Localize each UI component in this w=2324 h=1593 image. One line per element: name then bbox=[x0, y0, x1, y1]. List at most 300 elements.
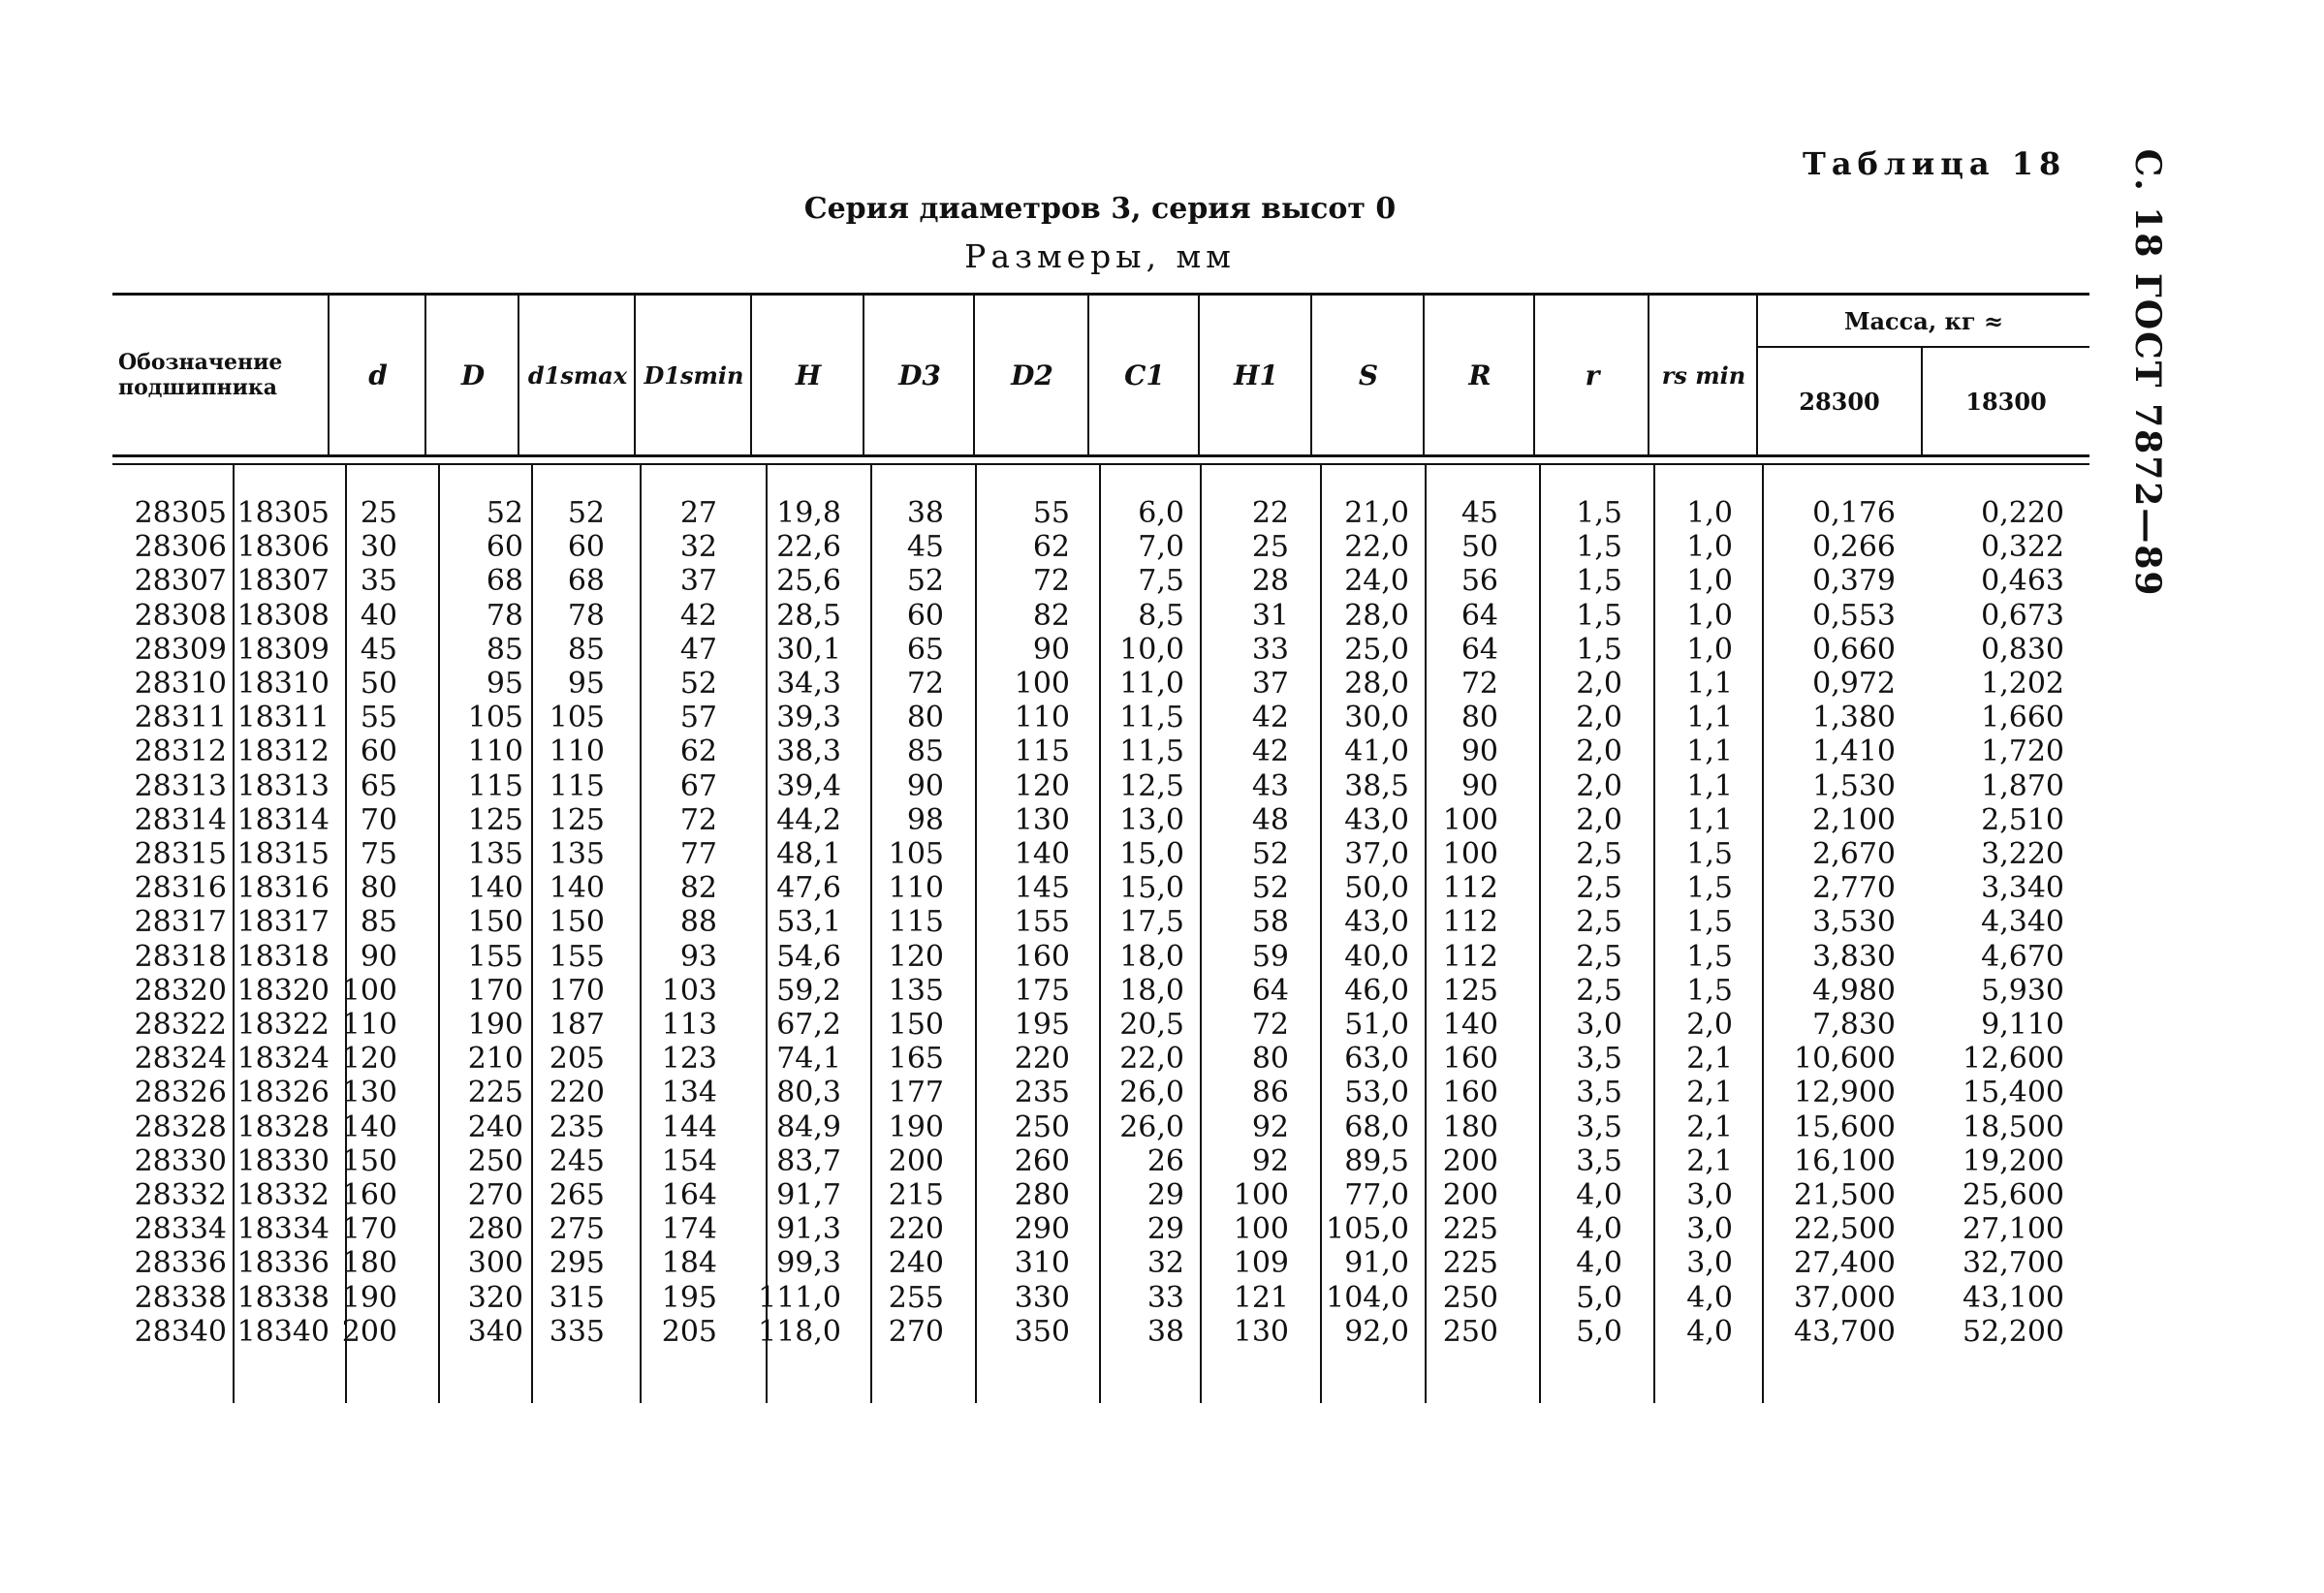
cell-S: 24,0 bbox=[1344, 564, 1409, 599]
cell-R: 72 bbox=[1460, 667, 1498, 701]
cell-H1: 37 bbox=[1251, 667, 1289, 701]
cell-r: 1,5 bbox=[1576, 564, 1622, 599]
cell-r: 2,5 bbox=[1576, 939, 1622, 974]
cell-D: 150 bbox=[467, 905, 523, 940]
header-divider bbox=[750, 296, 752, 454]
cell-S: 50,0 bbox=[1344, 871, 1409, 906]
cell-rsmin: 1,5 bbox=[1686, 871, 1733, 906]
cell-mass-18300: 2,510 bbox=[1981, 802, 2064, 837]
cell-D3: 115 bbox=[888, 905, 944, 940]
cell-designation-28300: 28313 bbox=[134, 768, 227, 803]
header-mass: Масса, кг ≈ bbox=[1843, 306, 2004, 335]
table-row bbox=[0, 564, 2132, 598]
cell-D1smin: 195 bbox=[661, 1280, 717, 1315]
cell-H1: 25 bbox=[1251, 530, 1289, 565]
cell-designation-28300: 28309 bbox=[134, 632, 227, 667]
cell-designation-18300: 18316 bbox=[236, 871, 330, 906]
cell-C1: 22,0 bbox=[1119, 1042, 1184, 1077]
header-D1smin: D1smin bbox=[644, 360, 744, 390]
cell-R: 250 bbox=[1442, 1280, 1498, 1315]
table-row bbox=[0, 871, 2132, 905]
cell-D1smin: 164 bbox=[661, 1178, 717, 1212]
cell-designation-28300: 28315 bbox=[134, 837, 227, 871]
cell-D2: 140 bbox=[1014, 837, 1070, 871]
header-S: S bbox=[1358, 359, 1379, 391]
cell-d1smax: 135 bbox=[549, 837, 605, 871]
cell-S: 68,0 bbox=[1344, 1109, 1409, 1144]
cell-D2: 55 bbox=[1032, 496, 1070, 530]
cell-C1: 7,0 bbox=[1138, 530, 1184, 565]
cell-D1smin: 93 bbox=[679, 939, 717, 974]
cell-C1: 29 bbox=[1146, 1178, 1184, 1212]
cell-D3: 135 bbox=[888, 973, 944, 1008]
cell-mass-18300: 0,830 bbox=[1981, 632, 2064, 667]
cell-r: 4,0 bbox=[1576, 1178, 1622, 1212]
cell-mass-28300: 2,770 bbox=[1812, 871, 1896, 906]
cell-D1smin: 174 bbox=[661, 1212, 717, 1247]
cell-rsmin: 2,0 bbox=[1686, 1008, 1733, 1042]
cell-C1: 32 bbox=[1146, 1246, 1184, 1281]
header-d1smax: d1smax bbox=[527, 360, 628, 390]
cell-d1smax: 170 bbox=[549, 973, 605, 1008]
cell-C1: 33 bbox=[1146, 1280, 1184, 1315]
table-row bbox=[0, 667, 2132, 701]
cell-H: 47,6 bbox=[776, 871, 841, 906]
cell-rsmin: 4,0 bbox=[1686, 1280, 1733, 1315]
cell-mass-18300: 19,200 bbox=[1963, 1143, 2064, 1178]
cell-S: 89,5 bbox=[1344, 1143, 1409, 1178]
cell-d: 55 bbox=[360, 701, 397, 735]
cell-H1: 33 bbox=[1251, 632, 1289, 667]
cell-designation-18300: 18340 bbox=[236, 1314, 330, 1349]
cell-H: 30,1 bbox=[776, 632, 841, 667]
cell-d: 60 bbox=[360, 734, 397, 769]
cell-mass-18300: 27,100 bbox=[1963, 1212, 2064, 1247]
cell-H1: 80 bbox=[1251, 1042, 1289, 1077]
header-H: H bbox=[795, 359, 822, 391]
cell-S: 92,0 bbox=[1344, 1314, 1409, 1349]
cell-D2: 235 bbox=[1014, 1076, 1070, 1110]
cell-d: 110 bbox=[341, 1008, 397, 1042]
cell-designation-28300: 28324 bbox=[134, 1042, 227, 1077]
cell-D3: 85 bbox=[906, 734, 944, 769]
cell-D: 270 bbox=[467, 1178, 523, 1212]
table-row bbox=[0, 1315, 2132, 1349]
cell-R: 64 bbox=[1460, 632, 1498, 667]
cell-D3: 98 bbox=[906, 802, 944, 837]
cell-designation-28300: 28322 bbox=[134, 1008, 227, 1042]
cell-D3: 72 bbox=[906, 667, 944, 701]
header-divider bbox=[518, 296, 519, 454]
cell-d: 80 bbox=[360, 871, 397, 906]
cell-rsmin: 1,1 bbox=[1686, 701, 1733, 735]
cell-designation-18300: 18314 bbox=[236, 802, 330, 837]
cell-d1smax: 95 bbox=[567, 667, 605, 701]
cell-d1smax: 140 bbox=[549, 871, 605, 906]
cell-H1: 100 bbox=[1233, 1178, 1289, 1212]
cell-designation-18300: 18317 bbox=[236, 905, 330, 940]
cell-R: 80 bbox=[1460, 701, 1498, 735]
cell-S: 53,0 bbox=[1344, 1076, 1409, 1110]
cell-mass-18300: 0,322 bbox=[1981, 530, 2064, 565]
table-row bbox=[0, 633, 2132, 667]
cell-H: 39,3 bbox=[776, 701, 841, 735]
cell-d1smax: 115 bbox=[549, 768, 605, 803]
cell-S: 40,0 bbox=[1344, 939, 1409, 974]
cell-D: 105 bbox=[467, 701, 523, 735]
cell-d1smax: 68 bbox=[567, 564, 605, 599]
cell-D1smin: 47 bbox=[679, 632, 717, 667]
cell-mass-28300: 1,380 bbox=[1812, 701, 1896, 735]
cell-d1smax: 155 bbox=[549, 939, 605, 974]
cell-designation-28300: 28307 bbox=[134, 564, 227, 599]
cell-d: 25 bbox=[360, 496, 397, 530]
table-row bbox=[0, 1076, 2132, 1109]
cell-H: 59,2 bbox=[776, 973, 841, 1008]
cell-H1: 48 bbox=[1251, 802, 1289, 837]
cell-mass-18300: 1,720 bbox=[1981, 734, 2064, 769]
cell-S: 25,0 bbox=[1344, 632, 1409, 667]
cell-H: 28,5 bbox=[776, 598, 841, 633]
cell-D3: 240 bbox=[888, 1246, 944, 1281]
cell-D3: 110 bbox=[888, 871, 944, 906]
table-row bbox=[0, 599, 2132, 633]
cell-mass-18300: 32,700 bbox=[1963, 1246, 2064, 1281]
cell-r: 3,5 bbox=[1576, 1143, 1622, 1178]
cell-S: 51,0 bbox=[1344, 1008, 1409, 1042]
cell-C1: 7,5 bbox=[1138, 564, 1184, 599]
cell-mass-18300: 0,220 bbox=[1981, 496, 2064, 530]
cell-d1smax: 110 bbox=[549, 734, 605, 769]
table-row bbox=[0, 701, 2132, 734]
cell-designation-18300: 18305 bbox=[236, 496, 330, 530]
cell-S: 22,0 bbox=[1344, 530, 1409, 565]
cell-d: 90 bbox=[360, 939, 397, 974]
header-mass-28300: 28300 bbox=[1799, 387, 1880, 416]
cell-R: 225 bbox=[1442, 1246, 1498, 1281]
cell-designation-28300: 28311 bbox=[134, 701, 227, 735]
cell-mass-18300: 43,100 bbox=[1963, 1280, 2064, 1315]
cell-mass-28300: 0,379 bbox=[1812, 564, 1896, 599]
cell-D: 85 bbox=[486, 632, 523, 667]
table-row bbox=[0, 1110, 2132, 1144]
cell-D1smin: 184 bbox=[661, 1246, 717, 1281]
cell-D3: 52 bbox=[906, 564, 944, 599]
cell-r: 1,5 bbox=[1576, 632, 1622, 667]
cell-D: 140 bbox=[467, 871, 523, 906]
cell-H1: 121 bbox=[1233, 1280, 1289, 1315]
table-row bbox=[0, 803, 2132, 837]
cell-mass-28300: 4,980 bbox=[1812, 973, 1896, 1008]
cell-D1smin: 123 bbox=[661, 1042, 717, 1077]
cell-d1smax: 150 bbox=[549, 905, 605, 940]
cell-designation-18300: 18310 bbox=[236, 667, 330, 701]
cell-D: 60 bbox=[486, 530, 523, 565]
cell-D: 68 bbox=[486, 564, 523, 599]
cell-D3: 80 bbox=[906, 701, 944, 735]
cell-C1: 15,0 bbox=[1119, 837, 1184, 871]
cell-C1: 26 bbox=[1146, 1143, 1184, 1178]
cell-d1smax: 205 bbox=[549, 1042, 605, 1077]
header-divider bbox=[1756, 296, 1758, 454]
cell-mass-28300: 16,100 bbox=[1794, 1143, 1896, 1178]
cell-D: 190 bbox=[467, 1008, 523, 1042]
cell-d: 35 bbox=[360, 564, 397, 599]
cell-D: 300 bbox=[467, 1246, 523, 1281]
cell-D2: 330 bbox=[1014, 1280, 1070, 1315]
cell-D1smin: 57 bbox=[679, 701, 717, 735]
cell-R: 160 bbox=[1442, 1076, 1498, 1110]
table-row bbox=[0, 1246, 2132, 1280]
cell-D2: 115 bbox=[1014, 734, 1070, 769]
cell-R: 100 bbox=[1442, 802, 1498, 837]
cell-mass-28300: 15,600 bbox=[1794, 1109, 1896, 1144]
cell-d: 30 bbox=[360, 530, 397, 565]
cell-d1smax: 220 bbox=[549, 1076, 605, 1110]
cell-H1: 92 bbox=[1251, 1109, 1289, 1144]
cell-d1smax: 125 bbox=[549, 802, 605, 837]
cell-D1smin: 37 bbox=[679, 564, 717, 599]
cell-mass-28300: 2,100 bbox=[1812, 802, 1896, 837]
cell-d: 75 bbox=[360, 837, 397, 871]
cell-designation-28300: 28332 bbox=[134, 1178, 227, 1212]
cell-rsmin: 2,1 bbox=[1686, 1076, 1733, 1110]
cell-D3: 220 bbox=[888, 1212, 944, 1247]
cell-rsmin: 1,0 bbox=[1686, 598, 1733, 633]
header-D: D bbox=[460, 359, 486, 391]
cell-d1smax: 52 bbox=[567, 496, 605, 530]
cell-d: 200 bbox=[341, 1314, 397, 1349]
cell-C1: 26,0 bbox=[1119, 1109, 1184, 1144]
cell-d1smax: 245 bbox=[549, 1143, 605, 1178]
cell-S: 37,0 bbox=[1344, 837, 1409, 871]
cell-rsmin: 3,0 bbox=[1686, 1212, 1733, 1247]
cell-rsmin: 1,0 bbox=[1686, 496, 1733, 530]
header-C1: C1 bbox=[1124, 359, 1165, 391]
cell-r: 3,5 bbox=[1576, 1042, 1622, 1077]
cell-C1: 38 bbox=[1146, 1314, 1184, 1349]
cell-D3: 90 bbox=[906, 768, 944, 803]
cell-rsmin: 3,0 bbox=[1686, 1246, 1733, 1281]
header-d: d bbox=[368, 359, 388, 391]
cell-H: 91,3 bbox=[776, 1212, 841, 1247]
cell-r: 4,0 bbox=[1576, 1212, 1622, 1247]
cell-designation-18300: 18330 bbox=[236, 1143, 330, 1178]
cell-H: 91,7 bbox=[776, 1178, 841, 1212]
cell-designation-28300: 28328 bbox=[134, 1109, 227, 1144]
cell-r: 2,0 bbox=[1576, 802, 1622, 837]
header-divider bbox=[863, 296, 864, 454]
cell-designation-28300: 28314 bbox=[134, 802, 227, 837]
cell-designation-28300: 28330 bbox=[134, 1143, 227, 1178]
cell-mass-18300: 4,670 bbox=[1981, 939, 2064, 974]
cell-designation-18300: 18315 bbox=[236, 837, 330, 871]
cell-rsmin: 3,0 bbox=[1686, 1178, 1733, 1212]
cell-rsmin: 1,1 bbox=[1686, 734, 1733, 769]
cell-D2: 120 bbox=[1014, 768, 1070, 803]
series-title: Серия диаметров 3, серия высот 0 bbox=[803, 192, 1397, 226]
cell-mass-28300: 0,972 bbox=[1812, 667, 1896, 701]
cell-designation-28300: 28317 bbox=[134, 905, 227, 940]
cell-D2: 280 bbox=[1014, 1178, 1070, 1212]
cell-S: 46,0 bbox=[1344, 973, 1409, 1008]
cell-R: 200 bbox=[1442, 1178, 1498, 1212]
cell-designation-18300: 18324 bbox=[236, 1042, 330, 1077]
cell-designation-18300: 18338 bbox=[236, 1280, 330, 1315]
cell-designation-28300: 28338 bbox=[134, 1280, 227, 1315]
header-D2: D2 bbox=[1011, 359, 1053, 391]
cell-mass-28300: 43,700 bbox=[1794, 1314, 1896, 1349]
cell-mass-18300: 15,400 bbox=[1963, 1076, 2064, 1110]
cell-designation-18300: 18306 bbox=[236, 530, 330, 565]
cell-mass-18300: 25,600 bbox=[1963, 1178, 2064, 1212]
table-row bbox=[0, 1178, 2132, 1212]
cell-designation-28300: 28334 bbox=[134, 1212, 227, 1247]
cell-d: 180 bbox=[341, 1246, 397, 1281]
cell-C1: 10,0 bbox=[1119, 632, 1184, 667]
cell-designation-18300: 18336 bbox=[236, 1246, 330, 1281]
cell-D1smin: 82 bbox=[679, 871, 717, 906]
table-label: Таблица 18 bbox=[1803, 145, 2067, 182]
cell-mass-28300: 27,400 bbox=[1794, 1246, 1896, 1281]
cell-H: 74,1 bbox=[776, 1042, 841, 1077]
cell-D: 225 bbox=[467, 1076, 523, 1110]
cell-D: 52 bbox=[486, 496, 523, 530]
cell-H: 67,2 bbox=[776, 1008, 841, 1042]
cell-mass-28300: 12,900 bbox=[1794, 1076, 1896, 1110]
cell-designation-28300: 28306 bbox=[134, 530, 227, 565]
cell-designation-28300: 28326 bbox=[134, 1076, 227, 1110]
cell-H: 80,3 bbox=[776, 1076, 841, 1110]
cell-S: 43,0 bbox=[1344, 802, 1409, 837]
cell-H: 44,2 bbox=[776, 802, 841, 837]
cell-H1: 64 bbox=[1251, 973, 1289, 1008]
cell-D2: 175 bbox=[1014, 973, 1070, 1008]
cell-D: 340 bbox=[467, 1314, 523, 1349]
cell-D1smin: 62 bbox=[679, 734, 717, 769]
cell-mass-18300: 9,110 bbox=[1981, 1008, 2064, 1042]
cell-C1: 18,0 bbox=[1119, 973, 1184, 1008]
cell-designation-18300: 18320 bbox=[236, 973, 330, 1008]
cell-C1: 20,5 bbox=[1119, 1008, 1184, 1042]
cell-S: 77,0 bbox=[1344, 1178, 1409, 1212]
cell-d1smax: 85 bbox=[567, 632, 605, 667]
cell-designation-28300: 28320 bbox=[134, 973, 227, 1008]
cell-D: 155 bbox=[467, 939, 523, 974]
page-header-text: С. 18 ГОСТ 7872—89 bbox=[2127, 148, 2168, 598]
cell-rsmin: 4,0 bbox=[1686, 1314, 1733, 1349]
units-title: Размеры, мм bbox=[964, 237, 1236, 275]
cell-D1smin: 27 bbox=[679, 496, 717, 530]
cell-R: 225 bbox=[1442, 1212, 1498, 1247]
cell-d: 100 bbox=[341, 973, 397, 1008]
cell-R: 112 bbox=[1442, 871, 1498, 906]
cell-mass-18300: 5,930 bbox=[1981, 973, 2064, 1008]
cell-mass-28300: 3,830 bbox=[1812, 939, 1896, 974]
table-row bbox=[0, 769, 2132, 803]
cell-d: 85 bbox=[360, 905, 397, 940]
cell-C1: 11,0 bbox=[1119, 667, 1184, 701]
cell-S: 104,0 bbox=[1326, 1280, 1409, 1315]
header-R: R bbox=[1468, 359, 1492, 391]
cell-H1: 86 bbox=[1251, 1076, 1289, 1110]
cell-D3: 255 bbox=[888, 1280, 944, 1315]
cell-designation-28300: 28318 bbox=[134, 939, 227, 974]
cell-D: 135 bbox=[467, 837, 523, 871]
cell-d1smax: 60 bbox=[567, 530, 605, 565]
table-row bbox=[0, 734, 2132, 768]
cell-H: 34,3 bbox=[776, 667, 841, 701]
cell-r: 2,5 bbox=[1576, 871, 1622, 906]
cell-H1: 52 bbox=[1251, 871, 1289, 906]
cell-D: 170 bbox=[467, 973, 523, 1008]
cell-D: 125 bbox=[467, 802, 523, 837]
cell-rsmin: 1,0 bbox=[1686, 632, 1733, 667]
cell-r: 2,5 bbox=[1576, 837, 1622, 871]
cell-designation-18300: 18309 bbox=[236, 632, 330, 667]
cell-designation-18300: 18307 bbox=[236, 564, 330, 599]
header-divider bbox=[1423, 296, 1425, 454]
cell-D3: 177 bbox=[888, 1076, 944, 1110]
cell-d1smax: 78 bbox=[567, 598, 605, 633]
cell-r: 2,0 bbox=[1576, 701, 1622, 735]
header-r: r bbox=[1585, 359, 1600, 391]
cell-H1: 52 bbox=[1251, 837, 1289, 871]
cell-S: 43,0 bbox=[1344, 905, 1409, 940]
cell-mass-18300: 4,340 bbox=[1981, 905, 2064, 940]
cell-D2: 130 bbox=[1014, 802, 1070, 837]
cell-C1: 18,0 bbox=[1119, 939, 1184, 974]
cell-D3: 120 bbox=[888, 939, 944, 974]
cell-C1: 29 bbox=[1146, 1212, 1184, 1247]
cell-H1: 43 bbox=[1251, 768, 1289, 803]
cell-S: 41,0 bbox=[1344, 734, 1409, 769]
cell-D2: 155 bbox=[1014, 905, 1070, 940]
cell-H: 54,6 bbox=[776, 939, 841, 974]
cell-D1smin: 134 bbox=[661, 1076, 717, 1110]
cell-mass-28300: 37,000 bbox=[1794, 1280, 1896, 1315]
cell-designation-18300: 18334 bbox=[236, 1212, 330, 1247]
cell-D: 78 bbox=[486, 598, 523, 633]
cell-D1smin: 205 bbox=[661, 1314, 717, 1349]
cell-D2: 145 bbox=[1014, 871, 1070, 906]
cell-H: 53,1 bbox=[776, 905, 841, 940]
cell-designation-18300: 18312 bbox=[236, 734, 330, 769]
header-divider bbox=[328, 296, 330, 454]
cell-d1smax: 335 bbox=[549, 1314, 605, 1349]
cell-mass-18300: 1,870 bbox=[1981, 768, 2064, 803]
cell-D2: 62 bbox=[1032, 530, 1070, 565]
cell-designation-28300: 28312 bbox=[134, 734, 227, 769]
cell-H1: 42 bbox=[1251, 734, 1289, 769]
cell-H: 118,0 bbox=[758, 1314, 841, 1349]
cell-D: 280 bbox=[467, 1212, 523, 1247]
cell-r: 3,5 bbox=[1576, 1076, 1622, 1110]
cell-S: 38,5 bbox=[1344, 768, 1409, 803]
header-rsmin: rs min bbox=[1661, 360, 1746, 390]
cell-d: 40 bbox=[360, 598, 397, 633]
cell-R: 90 bbox=[1460, 768, 1498, 803]
cell-d1smax: 105 bbox=[549, 701, 605, 735]
header-double-rule bbox=[112, 463, 2089, 465]
cell-d1smax: 265 bbox=[549, 1178, 605, 1212]
cell-rsmin: 1,5 bbox=[1686, 905, 1733, 940]
table-row bbox=[0, 974, 2132, 1008]
header-mass-18300: 18300 bbox=[1965, 387, 2047, 416]
cell-mass-28300: 22,500 bbox=[1794, 1212, 1896, 1247]
cell-rsmin: 2,1 bbox=[1686, 1109, 1733, 1144]
cell-D3: 200 bbox=[888, 1143, 944, 1178]
